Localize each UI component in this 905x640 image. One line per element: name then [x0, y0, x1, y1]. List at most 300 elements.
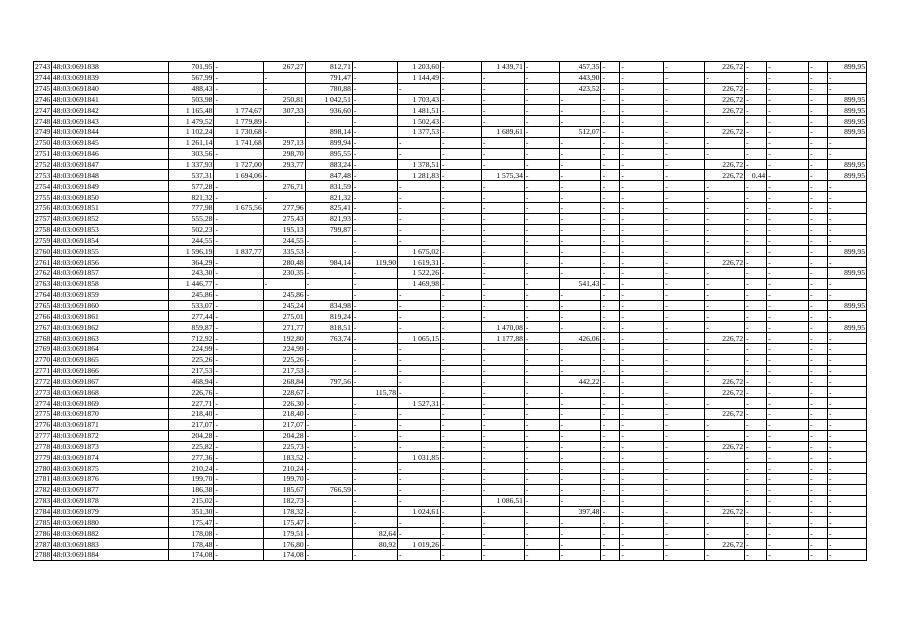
value-cell: 899,95: [828, 300, 867, 311]
value-cell: -: [524, 192, 559, 203]
value-cell: -: [620, 495, 664, 506]
value-cell: -: [620, 268, 664, 279]
value-cell: 423,52: [559, 83, 601, 94]
value-cell: -: [524, 398, 559, 409]
value-cell: -: [705, 474, 745, 485]
value-cell: -: [559, 409, 601, 420]
value-cell: 280,48: [263, 257, 305, 268]
value-cell: 899,95: [828, 105, 867, 116]
table-body: [34, 62, 867, 561]
value-cell: 226,72: [705, 105, 745, 116]
value-cell: -: [767, 105, 809, 116]
value-cell: -: [767, 72, 809, 83]
value-cell: -: [524, 463, 559, 474]
cadastral-number-cell: 48:03:0691877: [51, 484, 169, 495]
value-cell: -: [481, 506, 524, 517]
value-cell: -: [745, 300, 767, 311]
value-cell: -: [559, 235, 601, 246]
value-cell: -: [620, 430, 664, 441]
value-cell: -: [441, 246, 482, 257]
table-row: [34, 343, 867, 354]
value-cell: -: [263, 116, 305, 127]
value-cell: -: [828, 430, 867, 441]
value-cell: -: [398, 430, 441, 441]
value-cell: -: [745, 181, 767, 192]
value-cell: -: [441, 549, 482, 560]
value-cell: -: [524, 409, 559, 420]
value-cell: -: [398, 289, 441, 300]
value-cell: -: [809, 365, 828, 376]
value-cell: -: [620, 181, 664, 192]
value-cell: 541,43: [559, 278, 601, 289]
value-cell: -: [559, 202, 601, 213]
row-number-cell: 2744: [35, 73, 51, 83]
value-cell: -: [441, 72, 482, 83]
value-cell: -: [828, 192, 867, 203]
value-cell: -: [828, 398, 867, 409]
value-cell: -: [305, 539, 352, 550]
value-cell: -: [481, 202, 524, 213]
value-cell: -: [705, 137, 745, 148]
value-cell: -: [620, 354, 664, 365]
cadastral-number-cell: 48:03:0691863: [51, 333, 169, 344]
value-cell: -: [705, 484, 745, 495]
value-cell: -: [664, 170, 705, 181]
value-cell: -: [620, 224, 664, 235]
value-cell: -: [620, 192, 664, 203]
value-cell: -: [524, 181, 559, 192]
value-cell: -: [214, 148, 263, 159]
value-cell: -: [481, 387, 524, 398]
value-cell: -: [828, 419, 867, 430]
value-cell: -: [767, 116, 809, 127]
value-cell: -: [481, 192, 524, 203]
value-cell: -: [767, 333, 809, 344]
value-cell: -: [745, 506, 767, 517]
row-number-cell: 2780: [35, 463, 51, 473]
value-cell: -: [481, 159, 524, 170]
value-cell: -: [664, 484, 705, 495]
value-cell: -: [352, 83, 397, 94]
value-cell: -: [745, 268, 767, 279]
cadastral-number-cell: 48:03:0691847: [51, 159, 169, 170]
value-cell: -: [263, 83, 305, 94]
value-cell: -: [620, 257, 664, 268]
value-cell: -: [352, 235, 397, 246]
value-cell: -: [664, 127, 705, 138]
value-cell: 199,70: [169, 474, 214, 485]
row-number-cell: 2779: [35, 452, 51, 462]
value-cell: -: [559, 441, 601, 452]
value-cell: 178,48: [169, 539, 214, 550]
value-cell: 1 177,88: [481, 333, 524, 344]
value-cell: -: [828, 354, 867, 365]
value-cell: -: [559, 224, 601, 235]
value-cell: -: [214, 430, 263, 441]
value-cell: -: [441, 116, 482, 127]
value-cell: -: [559, 268, 601, 279]
value-cell: -: [767, 528, 809, 539]
value-cell: -: [601, 311, 620, 322]
row-number-cell: 2783: [35, 496, 51, 506]
value-cell: -: [352, 322, 397, 333]
value-cell: -: [601, 484, 620, 495]
cadastral-number-cell: 48:03:0691884: [51, 549, 169, 560]
value-cell: -: [809, 343, 828, 354]
value-cell: 225,82: [169, 441, 214, 452]
value-cell: -: [305, 289, 352, 300]
value-cell: 204,28: [263, 430, 305, 441]
value-cell: -: [809, 246, 828, 257]
value-cell: -: [441, 517, 482, 528]
value-cell: 250,81: [263, 94, 305, 105]
value-cell: -: [398, 83, 441, 94]
value-cell: -: [809, 257, 828, 268]
row-number-cell: 2754: [35, 181, 51, 191]
value-cell: -: [705, 268, 745, 279]
value-cell: -: [767, 398, 809, 409]
row-number-cell: 2757: [35, 214, 51, 224]
value-cell: -: [214, 257, 263, 268]
value-cell: -: [524, 116, 559, 127]
value-cell: -: [767, 235, 809, 246]
value-cell: -: [809, 430, 828, 441]
value-cell: -: [481, 300, 524, 311]
table-row: [34, 62, 867, 73]
value-cell: -: [524, 72, 559, 83]
value-cell: -: [809, 387, 828, 398]
value-cell: -: [664, 463, 705, 474]
value-cell: -: [441, 268, 482, 279]
value-cell: -: [214, 539, 263, 550]
table-row: [34, 137, 867, 148]
value-cell: -: [214, 484, 263, 495]
value-cell: -: [559, 452, 601, 463]
value-cell: -: [481, 148, 524, 159]
value-cell: 175,47: [169, 517, 214, 528]
value-cell: -: [524, 474, 559, 485]
value-cell: 1 019,26: [398, 539, 441, 550]
value-cell: 1 144,49: [398, 72, 441, 83]
value-cell: -: [441, 441, 482, 452]
value-cell: 899,95: [828, 127, 867, 138]
value-cell: 766,59: [305, 484, 352, 495]
value-cell: 276,71: [263, 181, 305, 192]
value-cell: -: [828, 506, 867, 517]
value-cell: -: [481, 474, 524, 485]
value-cell: -: [664, 202, 705, 213]
value-cell: -: [745, 343, 767, 354]
cadastral-number-cell: 48:03:0691862: [51, 322, 169, 333]
value-cell: -: [524, 213, 559, 224]
value-cell: 701,95: [169, 62, 214, 73]
value-cell: -: [620, 549, 664, 560]
value-cell: -: [352, 343, 397, 354]
value-cell: -: [809, 224, 828, 235]
value-cell: -: [601, 528, 620, 539]
value-cell: -: [214, 409, 263, 420]
value-cell: -: [601, 202, 620, 213]
value-cell: -: [601, 181, 620, 192]
row-number-cell: 2786: [35, 528, 51, 538]
value-cell: 226,72: [705, 257, 745, 268]
value-cell: -: [481, 181, 524, 192]
value-cell: -: [214, 528, 263, 539]
value-cell: -: [705, 343, 745, 354]
table-row: [34, 116, 867, 127]
value-cell: -: [524, 343, 559, 354]
value-cell: -: [524, 170, 559, 181]
value-cell: -: [767, 224, 809, 235]
value-cell: -: [398, 148, 441, 159]
value-cell: -: [828, 463, 867, 474]
cadastral-number-cell: 48:03:0691876: [51, 474, 169, 485]
value-cell: -: [809, 354, 828, 365]
value-cell: -: [620, 213, 664, 224]
cadastral-number-cell: 48:03:0691865: [51, 354, 169, 365]
value-cell: -: [214, 278, 263, 289]
value-cell: -: [524, 257, 559, 268]
value-cell: -: [828, 83, 867, 94]
value-cell: -: [263, 192, 305, 203]
row-number-cell: 2752: [35, 160, 51, 170]
value-cell: -: [441, 83, 482, 94]
value-cell: -: [767, 62, 809, 73]
value-cell: -: [705, 235, 745, 246]
value-cell: -: [559, 484, 601, 495]
value-cell: 936,60: [305, 105, 352, 116]
value-cell: -: [214, 517, 263, 528]
value-cell: -: [664, 181, 705, 192]
value-cell: -: [481, 365, 524, 376]
value-cell: -: [352, 181, 397, 192]
value-cell: -: [305, 409, 352, 420]
value-cell: -: [601, 235, 620, 246]
value-cell: -: [524, 430, 559, 441]
value-cell: -: [559, 311, 601, 322]
value-cell: 1 481,51: [398, 105, 441, 116]
value-cell: 1 337,93: [169, 159, 214, 170]
table-row: [34, 539, 867, 550]
value-cell: -: [664, 528, 705, 539]
value-cell: -: [305, 517, 352, 528]
value-cell: -: [664, 72, 705, 83]
value-cell: 502,23: [169, 224, 214, 235]
value-cell: -: [214, 333, 263, 344]
value-cell: -: [620, 83, 664, 94]
value-cell: -: [398, 528, 441, 539]
value-cell: 1 502,43: [398, 116, 441, 127]
value-cell: 217,53: [263, 365, 305, 376]
value-cell: 1 675,02: [398, 246, 441, 257]
value-cell: -: [767, 202, 809, 213]
value-cell: -: [441, 495, 482, 506]
value-cell: -: [828, 484, 867, 495]
value-cell: -: [524, 506, 559, 517]
value-cell: -: [767, 517, 809, 528]
value-cell: -: [398, 419, 441, 430]
value-cell: -: [601, 354, 620, 365]
value-cell: 821,32: [305, 192, 352, 203]
value-cell: -: [441, 376, 482, 387]
value-cell: -: [524, 333, 559, 344]
value-cell: 898,14: [305, 127, 352, 138]
value-cell: -: [214, 181, 263, 192]
value-cell: -: [745, 517, 767, 528]
value-cell: -: [601, 376, 620, 387]
value-cell: -: [745, 419, 767, 430]
value-cell: 899,95: [828, 170, 867, 181]
value-cell: -: [601, 474, 620, 485]
row-number-cell: 2749: [35, 127, 51, 137]
value-cell: -: [767, 83, 809, 94]
value-cell: -: [601, 116, 620, 127]
value-cell: 984,14: [305, 257, 352, 268]
value-cell: 503,98: [169, 94, 214, 105]
value-cell: -: [441, 127, 482, 138]
value-cell: 297,13: [263, 137, 305, 148]
value-cell: 243,30: [169, 268, 214, 279]
table-row: [34, 235, 867, 246]
value-cell: -: [664, 159, 705, 170]
value-cell: -: [828, 137, 867, 148]
value-cell: -: [305, 463, 352, 474]
value-cell: -: [767, 354, 809, 365]
value-cell: -: [767, 463, 809, 474]
value-cell: -: [398, 181, 441, 192]
value-cell: -: [214, 398, 263, 409]
value-cell: -: [620, 474, 664, 485]
value-cell: -: [705, 463, 745, 474]
value-cell: -: [767, 257, 809, 268]
value-cell: -: [601, 441, 620, 452]
value-cell: -: [809, 62, 828, 73]
value-cell: 899,95: [828, 246, 867, 257]
value-cell: -: [620, 517, 664, 528]
value-cell: -: [664, 409, 705, 420]
value-cell: -: [352, 94, 397, 105]
value-cell: -: [263, 170, 305, 181]
value-cell: -: [214, 343, 263, 354]
value-cell: -: [559, 116, 601, 127]
value-cell: -: [352, 419, 397, 430]
value-cell: -: [664, 235, 705, 246]
row-number-cell: 2768: [35, 333, 51, 343]
value-cell: -: [352, 116, 397, 127]
row-number-cell: 2782: [35, 485, 51, 495]
value-cell: -: [767, 159, 809, 170]
value-cell: -: [664, 213, 705, 224]
value-cell: 1 024,61: [398, 506, 441, 517]
value-cell: -: [305, 116, 352, 127]
value-cell: -: [705, 549, 745, 560]
value-cell: -: [352, 376, 397, 387]
value-cell: -: [524, 387, 559, 398]
value-cell: -: [828, 202, 867, 213]
value-cell: -: [767, 94, 809, 105]
value-cell: -: [767, 343, 809, 354]
value-cell: -: [352, 452, 397, 463]
value-cell: 275,43: [263, 213, 305, 224]
cadastral-number-cell: 48:03:0691873: [51, 441, 169, 452]
value-cell: -: [305, 246, 352, 257]
value-cell: -: [214, 235, 263, 246]
value-cell: -: [705, 289, 745, 300]
value-cell: -: [398, 343, 441, 354]
value-cell: -: [828, 409, 867, 420]
value-cell: -: [352, 441, 397, 452]
value-cell: -: [745, 365, 767, 376]
value-cell: -: [481, 235, 524, 246]
table-row: [34, 159, 867, 170]
table-row: [34, 181, 867, 192]
value-cell: -: [481, 409, 524, 420]
value-cell: -: [664, 549, 705, 560]
value-cell: -: [601, 365, 620, 376]
table-row: [34, 148, 867, 159]
value-cell: -: [352, 300, 397, 311]
value-cell: -: [352, 484, 397, 495]
value-cell: -: [305, 354, 352, 365]
value-cell: 245,24: [263, 300, 305, 311]
value-cell: -: [620, 539, 664, 550]
value-cell: 1 675,56: [214, 202, 263, 213]
table-row: [34, 213, 867, 224]
value-cell: -: [441, 430, 482, 441]
value-cell: -: [524, 268, 559, 279]
value-cell: -: [441, 463, 482, 474]
value-cell: -: [809, 137, 828, 148]
value-cell: 267,27: [263, 62, 305, 73]
table-row: [34, 528, 867, 539]
value-cell: -: [828, 387, 867, 398]
value-cell: -: [481, 398, 524, 409]
value-cell: -: [705, 224, 745, 235]
value-cell: 277,44: [169, 311, 214, 322]
value-cell: -: [559, 343, 601, 354]
value-cell: -: [441, 202, 482, 213]
value-cell: 226,72: [705, 409, 745, 420]
value-cell: 1 378,51: [398, 159, 441, 170]
value-cell: 226,72: [705, 127, 745, 138]
row-number-cell: 2781: [35, 474, 51, 484]
value-cell: -: [352, 246, 397, 257]
value-cell: -: [664, 300, 705, 311]
value-cell: -: [828, 376, 867, 387]
value-cell: -: [524, 419, 559, 430]
value-cell: -: [305, 398, 352, 409]
value-cell: -: [828, 257, 867, 268]
value-cell: -: [745, 539, 767, 550]
value-cell: 899,95: [828, 62, 867, 73]
value-cell: 225,73: [263, 441, 305, 452]
value-cell: -: [745, 257, 767, 268]
value-cell: -: [601, 159, 620, 170]
value-cell: -: [441, 257, 482, 268]
value-cell: 192,80: [263, 333, 305, 344]
value-cell: -: [398, 517, 441, 528]
value-cell: -: [745, 430, 767, 441]
table-row: [34, 257, 867, 268]
value-cell: -: [481, 246, 524, 257]
value-cell: 303,56: [169, 148, 214, 159]
value-cell: 821,32: [169, 192, 214, 203]
cadastral-number-cell: 48:03:0691872: [51, 430, 169, 441]
value-cell: -: [559, 354, 601, 365]
value-cell: -: [352, 72, 397, 83]
value-cell: -: [441, 409, 482, 420]
value-cell: -: [481, 463, 524, 474]
